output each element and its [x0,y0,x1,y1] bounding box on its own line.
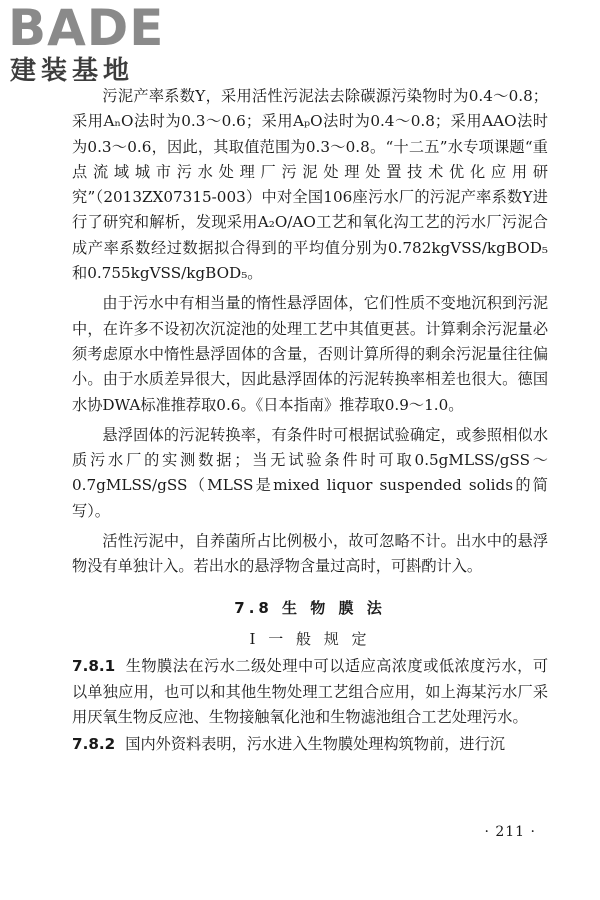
logo-subtitle: 建装基地 [10,56,135,86]
clause-text: 国内外资料表明，污水进入生物膜处理构筑物前，进行沉 [125,735,505,754]
logo-wordmark: BADE [8,0,165,57]
clause-7-8-1 [72,654,548,730]
clause-7-8-2 [72,732,548,757]
page-number: · 211 · [484,824,536,840]
clause-number: 7.8.1 [72,657,116,676]
bade-logo [8,0,183,88]
paragraph-conversion-rate: 悬浮固体的污泥转换率，有条件时可根据试验确定，或参照相似水质污水厂的实测数据；当无试验条件时可取0.5gMLSS/gSS～0.7gMLSS/gSS（MLSS是mixed liquor suspended solids的简写）。 [72,425,548,520]
subsection-title: Ⅰ 一 般 规 定 [249,629,371,648]
paragraph-sludge-yield: 污泥产率系数Y，采用活性污泥法去除碳源污染物时为0.4～0.8；采用AₙO法时为0.3～0.6；采用AₚO法时为0.4～0.8；采用AAO法时为0.3～0.6，因此，其取值范围为0.3～0.8。“十二五”水专项课题“重点流域城市污水处理厂污泥处理处置技术优化应用研究”（2013ZX07315-003）中对全国106座污水厂的污泥产率系数Y进行了研究和解析，发现采用A₂O/AO工艺和氧化沟工艺的污水厂污泥合成产率系数经过数据拟合得到的平均值分别为0.782kgVSS/kgBOD₅和0.755kgVSS/kgBOD₅。 [72,87,548,283]
page-content [72,84,548,757]
clause-text: 生物膜法在污水二级处理中可以适应高浓度或低浓度污水，可以单独应用，也可以和其他生物处理工艺组合应用，如上海某污水厂采用厌氧生物反应池、生物接触氧化池和生物滤池组合工艺处理污水。 [72,657,548,726]
clause-number: 7.8.2 [72,735,116,754]
paragraph-autotrophs: 活性污泥中，自养菌所占比例极小，故可忽略不计。出水中的悬浮物没有单独计入。若出水的悬浮物含量过高时，可斟酌计入。 [72,532,548,576]
section-title: 7.8 生 物 膜 法 [234,598,386,617]
paragraph-inert-solids: 由于污水中有相当量的惰性悬浮固体，它们性质不变地沉积到污泥中，在许多不设初次沉淀池的处理工艺中其值更甚。计算剩余污泥量必须考虑原水中惰性悬浮固体的含量，否则计算所得的剩余污泥量往往偏小。由于水质差异很大，因此悬浮固体的污泥转换率相差也很大。德国水协DWA标准推荐取0.6。《日本指南》推荐取0.9～1.0。 [72,294,548,414]
